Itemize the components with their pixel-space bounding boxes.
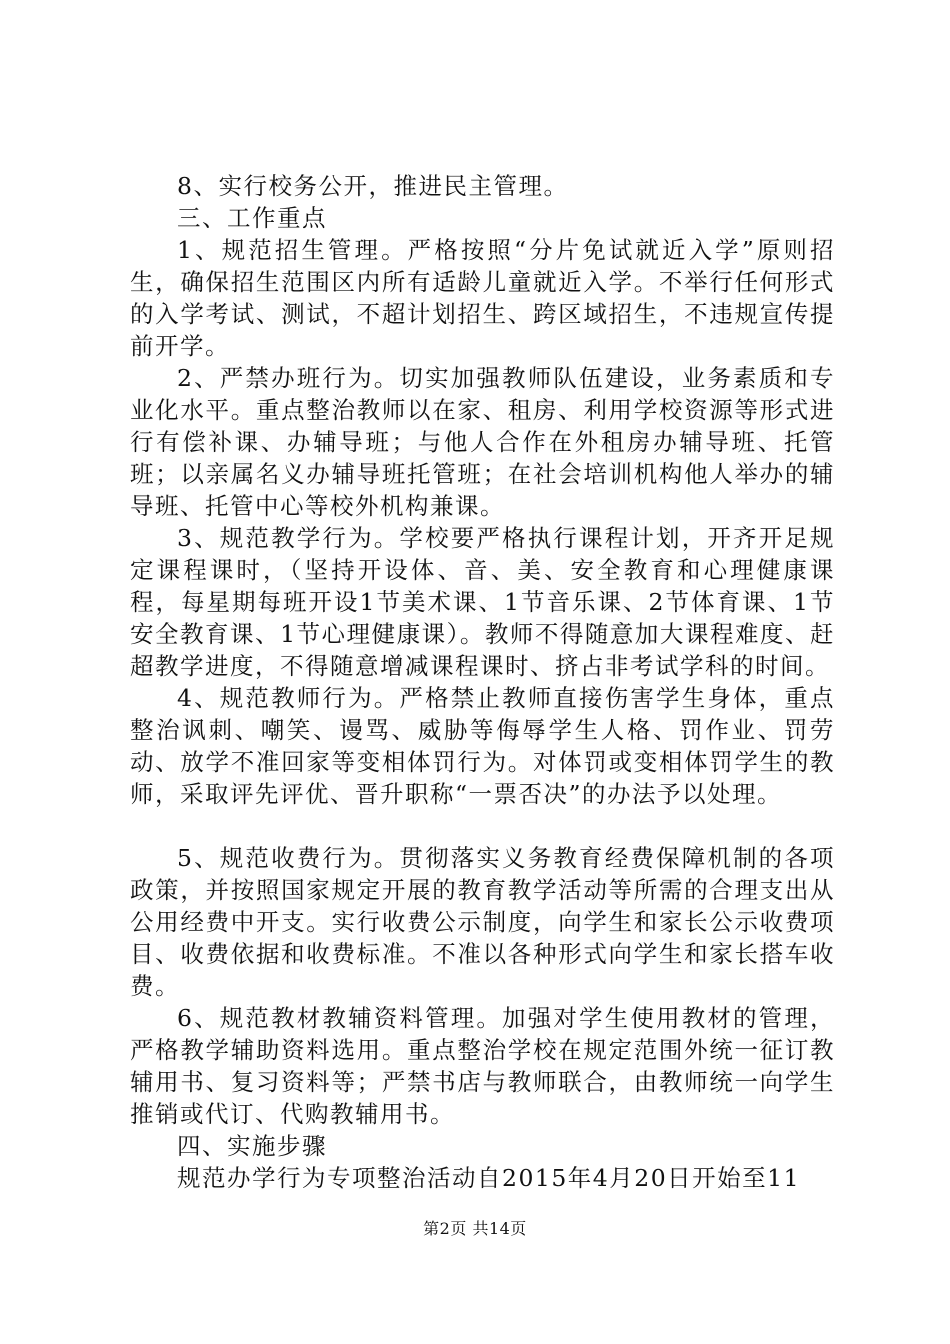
paragraph-fees: 5、规范收费行为。贯彻落实义务教育经费保障机制的各项政策，并按照国家规定开展的教育教学活动等所需的合理支出从公用经费中开支。实行收费公示制度，向学生和家长公示收费项目、收费依据和收费标准。不准以各种形式向学生和家长搭车收费。 (130, 844, 835, 1000)
paragraph-teaching: 3、规范教学行为。学校要严格执行课程计划，开齐开足规定课程课时，（坚持开设体、音、美、安全教育和心理健康课程，每星期每班开设1节美术课、1节音乐课、2节体育课、1节安全教育课、1节心理健康课）。教师不得随意加大课程难度、赶超教学进度，不得随意增减课程课时、挤占非考试学科的时间。 (130, 524, 835, 680)
section-heading-work-focus: 三、工作重点 (177, 204, 327, 232)
paragraph-item-8: 8、实行校务公开，推进民主管理。 (177, 172, 569, 200)
paragraph-enrollment: 1、规范招生管理。严格按照“分片免试就近入学”原则招生，确保招生范围区内所有适龄儿童就近入学。不举行任何形式的入学考试、测试，不超计划招生、跨区域招生，不违规宣传提前开学。 (130, 236, 835, 360)
document-body (130, 170, 835, 1194)
paragraph-tutoring-ban: 2、严禁办班行为。切实加强教师队伍建设，业务素质和专业化水平。重点整治教师以在家、租房、利用学校资源等形式进行有偿补课、办辅导班；与他人合作在外租房办辅导班、托管班；以亲属名义办辅导班托管班；在社会培训机构他人举办的辅导班、托管中心等校外机构兼课。 (130, 364, 835, 520)
paragraph-textbooks: 6、规范教材教辅资料管理。加强对学生使用教材的管理，严格教学辅助资料选用。重点整治学校在规定范围外统一征订教辅用书、复习资料等；严禁书店与教师联合，由教师统一向学生推销或代订、代购教辅用书。 (130, 1004, 835, 1128)
section-heading-implementation: 四、实施步骤 (177, 1132, 327, 1160)
paragraph-implementation-start: 规范办学行为专项整治活动自2015年4月20日开始至11 (177, 1164, 801, 1192)
paragraph-teacher-conduct: 4、规范教师行为。严格禁止教师直接伤害学生身体，重点整治讽刺、嘲笑、谩骂、威胁等侮辱学生人格、罚作业、罚劳动、放学不准回家等变相体罚行为。对体罚或变相体罚学生的教师，采取评先评优、晋升职称“一票否决”的办法予以处理。 (130, 684, 835, 808)
page-number-footer: 第2页 共14页 (423, 1219, 527, 1238)
